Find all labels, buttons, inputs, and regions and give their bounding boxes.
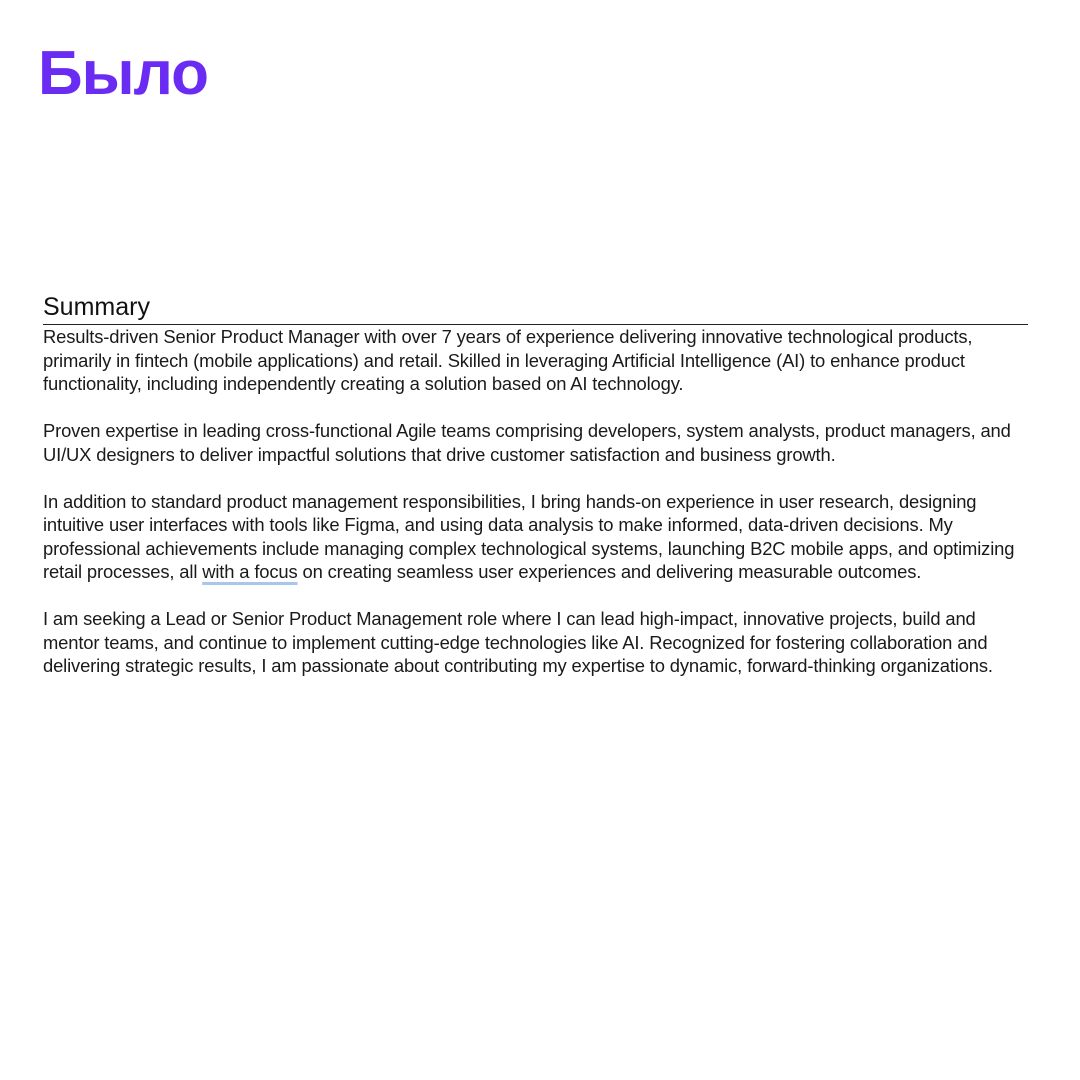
summary-paragraph-4: I am seeking a Lead or Senior Product Management role where I can lead high-impact, innovative projects, build and mentor teams, and continue to implement cutting-edge technologies like AI. Recognized for fostering collaboration and delivering strategic results, I am passionate about contributing my expertise to dynamic, forward-thinking organizations.	[43, 608, 993, 676]
summary-section	[43, 290, 1028, 701]
paragraph-3-text-after: on creating seamless user experiences and delivering measurable outcomes.	[297, 561, 922, 582]
page-title: Было	[38, 39, 208, 108]
summary-paragraphs	[43, 325, 1028, 678]
summary-paragraph-3	[43, 490, 1028, 584]
highlighted-phrase[interactable]: with a focus	[202, 561, 298, 582]
summary-paragraph-2: Proven expertise in leading cross-functional Agile teams comprising developers, system analysts, product managers, and UI/UX designers to deliver impactful solutions that drive customer satisfaction and business growth.	[43, 420, 1011, 465]
paragraph-3-text-before: In addition to standard product management responsibilities, I bring hands-on experience in user research, designing intuitive user interfaces with tools like Figma, and using data analysis to make informed, data-driven decisions. My professional achievements include managing complex technological systems, launching B2C mobile apps, and optimizing retail processes, all	[43, 490, 1015, 582]
section-title: Summary	[43, 290, 1028, 325]
summary-paragraph-1: Results-driven Senior Product Manager with over 7 years of experience delivering innovative technological products, primarily in fintech (mobile applications) and retail. Skilled in leveraging Artificial Intelligence (AI) to enhance product functionality, including independently creating a solution based on AI technology.	[43, 326, 973, 394]
